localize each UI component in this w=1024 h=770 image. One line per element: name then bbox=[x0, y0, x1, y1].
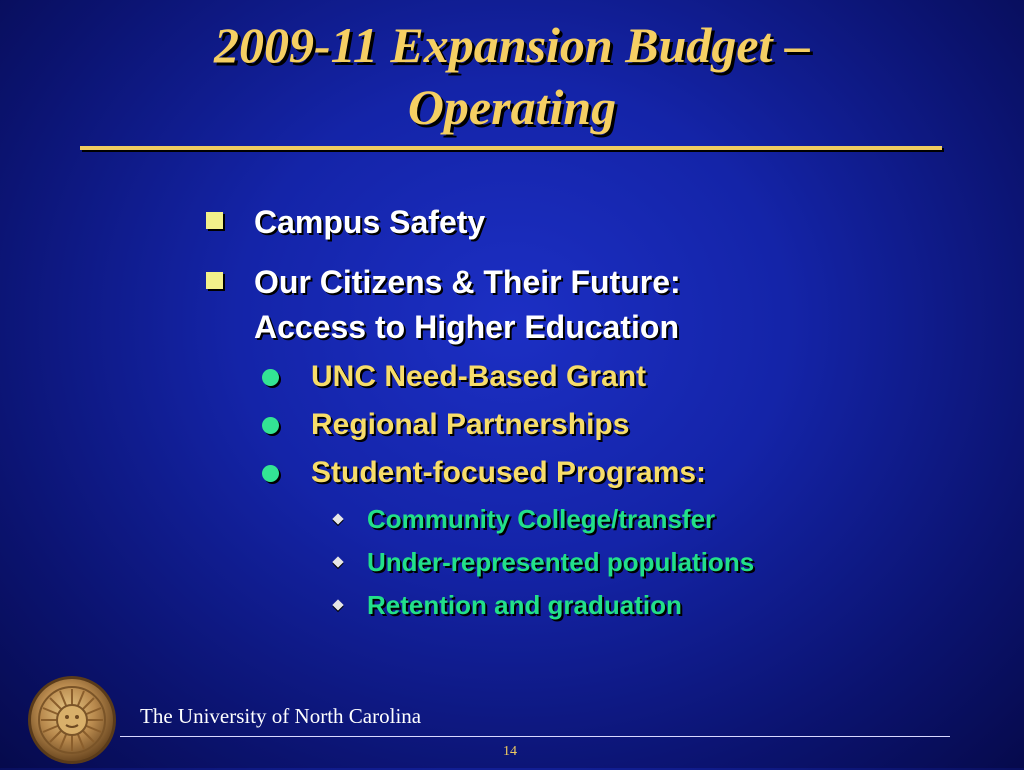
bullet-campus-safety: Campus Safety bbox=[254, 204, 486, 240]
sub-sub-bullet-community-college: Community College/transfer bbox=[367, 504, 716, 534]
slide-title-line-2: Operating bbox=[407, 79, 617, 135]
page-number: 14 bbox=[503, 744, 517, 759]
dot-bullet-icon bbox=[262, 465, 279, 482]
slide-title-line-1: 2009-11 Expansion Budget – bbox=[214, 17, 810, 73]
dot-bullet-icon bbox=[262, 369, 279, 386]
university-seal-icon bbox=[27, 675, 117, 765]
sub-bullet-student-focused-programs: Student-focused Programs: bbox=[311, 456, 707, 489]
bullet-our-citizens-line-1: Our Citizens & Their Future: bbox=[254, 264, 681, 300]
footer-institution-name: The University of North Carolina bbox=[140, 704, 422, 728]
square-bullet-icon bbox=[206, 272, 223, 289]
sub-bullet-need-based-grant: UNC Need-Based Grant bbox=[311, 360, 647, 393]
square-bullet-icon bbox=[206, 212, 223, 229]
sub-bullet-regional-partnerships: Regional Partnerships bbox=[311, 408, 630, 441]
dot-bullet-icon bbox=[262, 417, 279, 434]
sub-sub-bullet-under-represented: Under-represented populations bbox=[367, 547, 755, 577]
footer-divider bbox=[120, 736, 950, 737]
bullet-our-citizens-line-2: Access to Higher Education bbox=[254, 309, 679, 345]
sub-sub-bullet-retention: Retention and graduation bbox=[367, 590, 682, 620]
diamond-bullet-icon bbox=[332, 599, 343, 610]
diamond-bullet-icon bbox=[332, 513, 343, 524]
diamond-bullet-icon bbox=[332, 556, 343, 567]
